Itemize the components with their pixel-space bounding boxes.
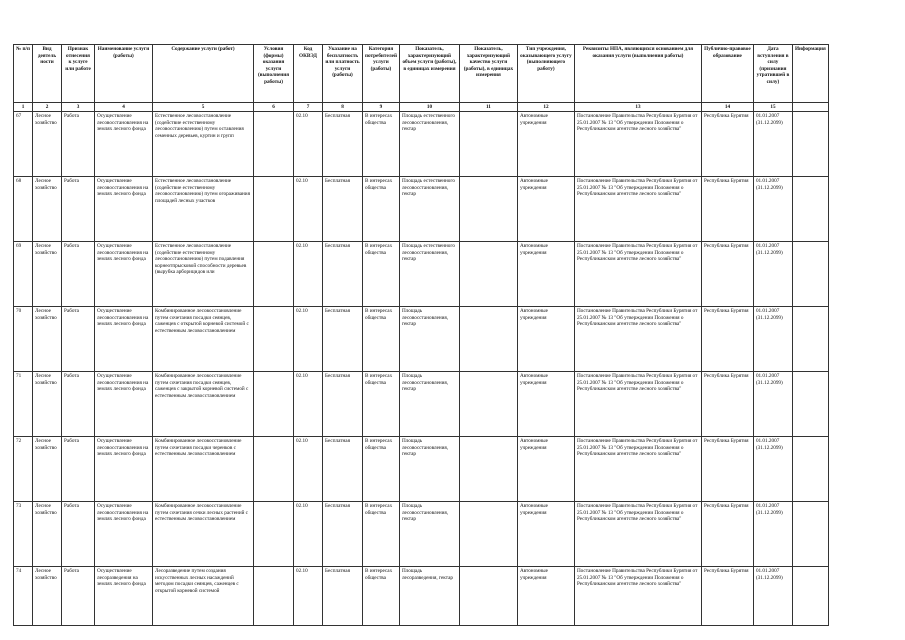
row-number: 73 bbox=[14, 502, 33, 567]
institution-type: Автономные учреждения bbox=[517, 112, 574, 177]
col-header: Указание на бесплатность или платность услуги (работы) bbox=[323, 45, 363, 103]
quality-indicator bbox=[459, 112, 517, 177]
service-or-work-flag: Работа bbox=[62, 112, 95, 177]
volume-indicator: Площадь лесовосстановления, гектар bbox=[399, 307, 459, 372]
col-number: 1 bbox=[14, 103, 33, 112]
col-header: Тип учреждения, оказывающего услугу (выполняющего работу) bbox=[517, 45, 574, 103]
service-content: Естественное лесовосстановление (содействие естественному лесовосстановлению) путем оставления семенных деревьев, куртин и групп bbox=[153, 112, 254, 177]
consumer-category: В интересах общества bbox=[363, 567, 400, 626]
institution-type: Автономные учреждения bbox=[517, 502, 574, 567]
service-content: Естественное лесовосстановление (содействие естественному лесовосстановлению) путем огораживания площадей лесных участков bbox=[153, 177, 254, 242]
legal-act-details: Постановление Правительства Республики Бурятия от 25.01.2007 № 13 "Об утверждении Положения о Республиканском агентстве лесного хозяйства" bbox=[574, 307, 701, 372]
effective-date: 01.01.2007 (31.12.2099) bbox=[753, 177, 792, 242]
information bbox=[792, 567, 828, 626]
col-number: 6 bbox=[254, 103, 294, 112]
service-content: Комбинированное лесовосстановление путем сочетания посадки сеянцев, саженцев с закрытой корневой системой с естественным лесовосстановлением bbox=[153, 372, 254, 437]
service-conditions bbox=[254, 502, 294, 567]
volume-indicator: Площадь лесовосстановления, гектар bbox=[399, 502, 459, 567]
quality-indicator bbox=[459, 177, 517, 242]
header-row bbox=[14, 45, 829, 103]
activity-type: Лесное хозяйство bbox=[33, 177, 62, 242]
activity-type: Лесное хозяйство bbox=[33, 502, 62, 567]
service-name: Осуществление лесовосстановления на землях лесного фонда bbox=[95, 502, 153, 567]
col-header: Наименование услуги (работы) bbox=[95, 45, 153, 103]
activity-type: Лесное хозяйство bbox=[33, 567, 62, 626]
col-number: 13 bbox=[574, 103, 701, 112]
legal-act-details: Постановление Правительства Республики Бурятия от 25.01.2007 № 13 "Об утверждении Положения о Республиканском агентстве лесного хозяйства" bbox=[574, 567, 701, 626]
table-row bbox=[14, 307, 829, 372]
volume-indicator: Площадь естественного лесовосстановления, гектар bbox=[399, 112, 459, 177]
information bbox=[792, 372, 828, 437]
institution-type: Автономные учреждения bbox=[517, 242, 574, 307]
volume-indicator: Площадь лесоразведения, гектар bbox=[399, 567, 459, 626]
col-header: Код ОКВЭД bbox=[294, 45, 323, 103]
okved-code: 02.10 bbox=[294, 177, 323, 242]
row-number: 69 bbox=[14, 242, 33, 307]
consumer-category: В интересах общества bbox=[363, 307, 400, 372]
service-content: Комбинированное лесовосстановление путем сочетания посадки черенков с естественным лесовосстановлением bbox=[153, 437, 254, 502]
information bbox=[792, 502, 828, 567]
col-number: 5 bbox=[153, 103, 254, 112]
row-number: 70 bbox=[14, 307, 33, 372]
table-row bbox=[14, 177, 829, 242]
service-conditions bbox=[254, 437, 294, 502]
consumer-category: В интересах общества bbox=[363, 437, 400, 502]
consumer-category: В интересах общества bbox=[363, 112, 400, 177]
institution-type: Автономные учреждения bbox=[517, 177, 574, 242]
col-header: Вид деятель ности bbox=[33, 45, 62, 103]
col-number: 12 bbox=[517, 103, 574, 112]
col-number: 3 bbox=[62, 103, 95, 112]
service-conditions bbox=[254, 242, 294, 307]
col-header: № п/п bbox=[14, 45, 33, 103]
okved-code: 02.10 bbox=[294, 307, 323, 372]
okved-code: 02.10 bbox=[294, 242, 323, 307]
row-number: 68 bbox=[14, 177, 33, 242]
activity-type: Лесное хозяйство bbox=[33, 242, 62, 307]
institution-type: Автономные учреждения bbox=[517, 372, 574, 437]
public-entity: Республика Бурятия bbox=[701, 177, 753, 242]
information bbox=[792, 112, 828, 177]
effective-date: 01.01.2007 (31.12.2099) bbox=[753, 567, 792, 626]
activity-type: Лесное хозяйство bbox=[33, 307, 62, 372]
service-conditions bbox=[254, 372, 294, 437]
col-header: Публично-правовое образование bbox=[701, 45, 753, 103]
activity-type: Лесное хозяйство bbox=[33, 112, 62, 177]
col-number: 15 bbox=[753, 103, 792, 112]
services-register-sheet bbox=[13, 44, 829, 626]
service-content: Лесоразведение путем создания искусственных лесных насаждений методом посадки сеянцев, саженцев с открытой корневой системой bbox=[153, 567, 254, 626]
public-entity: Республика Бурятия bbox=[701, 502, 753, 567]
service-content: Комбинированное лесовосстановление путем сочетания посадки сеянцев, саженцев с открытой корневой системой с естественным лесовосстановлением bbox=[153, 307, 254, 372]
col-header: Информация bbox=[792, 45, 828, 103]
service-content: Естественное лесовосстановление (содействие естественному лесовосстановлению) путем подавления корнеотпрысковой способности деревьев (вырубка арборицидов или bbox=[153, 242, 254, 307]
consumer-category: В интересах общества bbox=[363, 502, 400, 567]
information bbox=[792, 307, 828, 372]
col-header: Дата вступления в силу (признания утратившей в силу) bbox=[753, 45, 792, 103]
row-number: 72 bbox=[14, 437, 33, 502]
okved-code: 02.10 bbox=[294, 502, 323, 567]
service-conditions bbox=[254, 567, 294, 626]
service-or-work-flag: Работа bbox=[62, 372, 95, 437]
legal-act-details: Постановление Правительства Республики Бурятия от 25.01.2007 № 13 "Об утверждении Положения о Республиканском агентстве лесного хозяйства" bbox=[574, 177, 701, 242]
services-table bbox=[13, 44, 829, 626]
service-name: Осуществление лесовосстановления на землях лесного фонда bbox=[95, 437, 153, 502]
effective-date: 01.01.2007 (31.12.2099) bbox=[753, 502, 792, 567]
service-or-work-flag: Работа bbox=[62, 502, 95, 567]
public-entity: Республика Бурятия bbox=[701, 437, 753, 502]
effective-date: 01.01.2007 (31.12.2099) bbox=[753, 112, 792, 177]
okved-code: 02.10 bbox=[294, 437, 323, 502]
col-header: Показатель, характеризующий объем услуги (работы), в единицах измерения bbox=[399, 45, 459, 103]
service-conditions bbox=[254, 177, 294, 242]
institution-type: Автономные учреждения bbox=[517, 307, 574, 372]
effective-date: 01.01.2007 (31.12.2099) bbox=[753, 307, 792, 372]
row-number: 71 bbox=[14, 372, 33, 437]
col-header: Реквизиты НПА, являющихся основанием для оказания услуги (выполнения работы) bbox=[574, 45, 701, 103]
volume-indicator: Площадь лесовосстановления, гектар bbox=[399, 437, 459, 502]
okved-code: 02.10 bbox=[294, 112, 323, 177]
col-header: Показатель, характеризующий качество услуги (работы), в единицах измерения bbox=[459, 45, 517, 103]
effective-date: 01.01.2007 (31.12.2099) bbox=[753, 437, 792, 502]
okved-code: 02.10 bbox=[294, 567, 323, 626]
col-number: 11 bbox=[459, 103, 517, 112]
quality-indicator bbox=[459, 372, 517, 437]
payment-type: Бесплатная bbox=[323, 242, 363, 307]
quality-indicator bbox=[459, 307, 517, 372]
quality-indicator bbox=[459, 502, 517, 567]
column-number-row bbox=[14, 103, 829, 112]
payment-type: Бесплатная bbox=[323, 502, 363, 567]
col-number bbox=[792, 103, 828, 112]
volume-indicator: Площадь естественного лесовосстановления, гектар bbox=[399, 242, 459, 307]
legal-act-details: Постановление Правительства Республики Бурятия от 25.01.2007 № 13 "Об утверждении Положения о Республиканском агентстве лесного хозяйства" bbox=[574, 372, 701, 437]
service-or-work-flag: Работа bbox=[62, 567, 95, 626]
col-number: 2 bbox=[33, 103, 62, 112]
col-header: Содержание услуги (работ) bbox=[153, 45, 254, 103]
service-content: Комбинированное лесовосстановление путем сочетания сечки лесных растений с естественным лесовосстановлением bbox=[153, 502, 254, 567]
consumer-category: В интересах общества bbox=[363, 177, 400, 242]
institution-type: Автономные учреждения bbox=[517, 437, 574, 502]
service-name: Осуществление лесоразведения на землях лесного фонда bbox=[95, 567, 153, 626]
col-number: 10 bbox=[399, 103, 459, 112]
table-row bbox=[14, 112, 829, 177]
public-entity: Республика Бурятия bbox=[701, 567, 753, 626]
institution-type: Автономные учреждения bbox=[517, 567, 574, 626]
effective-date: 01.01.2007 (31.12.2099) bbox=[753, 372, 792, 437]
service-name: Осуществление лесовосстановления на землях лесного фонда bbox=[95, 307, 153, 372]
legal-act-details: Постановление Правительства Республики Бурятия от 25.01.2007 № 13 "Об утверждении Положения о Республиканском агентстве лесного хозяйства" bbox=[574, 242, 701, 307]
service-conditions bbox=[254, 307, 294, 372]
information bbox=[792, 242, 828, 307]
table-row bbox=[14, 567, 829, 626]
activity-type: Лесное хозяйство bbox=[33, 437, 62, 502]
quality-indicator bbox=[459, 242, 517, 307]
public-entity: Республика Бурятия bbox=[701, 112, 753, 177]
payment-type: Бесплатная bbox=[323, 567, 363, 626]
quality-indicator bbox=[459, 567, 517, 626]
row-number: 67 bbox=[14, 112, 33, 177]
table-row bbox=[14, 372, 829, 437]
legal-act-details: Постановление Правительства Республики Бурятия от 25.01.2007 № 13 "Об утверждении Положения о Республиканском агентстве лесного хозяйства" bbox=[574, 502, 701, 567]
table-row bbox=[14, 242, 829, 307]
information bbox=[792, 177, 828, 242]
activity-type: Лесное хозяйство bbox=[33, 372, 62, 437]
public-entity: Республика Бурятия bbox=[701, 372, 753, 437]
service-conditions bbox=[254, 112, 294, 177]
col-number: 9 bbox=[363, 103, 400, 112]
service-or-work-flag: Работа bbox=[62, 177, 95, 242]
service-name: Осуществление лесовосстановления на землях лесного фонда bbox=[95, 372, 153, 437]
consumer-category: В интересах общества bbox=[363, 372, 400, 437]
service-or-work-flag: Работа bbox=[62, 307, 95, 372]
legal-act-details: Постановление Правительства Республики Бурятия от 25.01.2007 № 13 "Об утверждении Положения о Республиканском агентстве лесного хозяйства" bbox=[574, 112, 701, 177]
effective-date: 01.01.2007 (31.12.2099) bbox=[753, 242, 792, 307]
table-body bbox=[14, 112, 829, 626]
service-name: Осуществление лесовосстановления на землях лесного фонда bbox=[95, 177, 153, 242]
legal-act-details: Постановление Правительства Республики Бурятия от 25.01.2007 № 13 "Об утверждении Положения о Республиканском агентстве лесного хозяйства" bbox=[574, 437, 701, 502]
volume-indicator: Площадь естественного лесовосстановления, гектар bbox=[399, 177, 459, 242]
table-row bbox=[14, 437, 829, 502]
service-or-work-flag: Работа bbox=[62, 437, 95, 502]
okved-code: 02.10 bbox=[294, 372, 323, 437]
quality-indicator bbox=[459, 437, 517, 502]
volume-indicator: Площадь лесовосстановления, гектар bbox=[399, 372, 459, 437]
service-name: Осуществление лесовосстановления на землях лесного фонда bbox=[95, 112, 153, 177]
public-entity: Республика Бурятия bbox=[701, 242, 753, 307]
col-header: Категория потребителей услуги (работы) bbox=[363, 45, 400, 103]
col-header: Признак отнесения к услуге или работе bbox=[62, 45, 95, 103]
service-name: Осуществление лесовосстановления на землях лесного фонда bbox=[95, 242, 153, 307]
col-number: 14 bbox=[701, 103, 753, 112]
table-row bbox=[14, 502, 829, 567]
payment-type: Бесплатная bbox=[323, 112, 363, 177]
public-entity: Республика Бурятия bbox=[701, 307, 753, 372]
payment-type: Бесплатная bbox=[323, 437, 363, 502]
col-header: Условия (формы) оказания услуги (выполнения работы) bbox=[254, 45, 294, 103]
col-number: 8 bbox=[323, 103, 363, 112]
information bbox=[792, 437, 828, 502]
payment-type: Бесплатная bbox=[323, 372, 363, 437]
consumer-category: В интересах общества bbox=[363, 242, 400, 307]
service-or-work-flag: Работа bbox=[62, 242, 95, 307]
row-number: 74 bbox=[14, 567, 33, 626]
col-number: 7 bbox=[294, 103, 323, 112]
payment-type: Бесплатная bbox=[323, 307, 363, 372]
col-number: 4 bbox=[95, 103, 153, 112]
payment-type: Бесплатная bbox=[323, 177, 363, 242]
